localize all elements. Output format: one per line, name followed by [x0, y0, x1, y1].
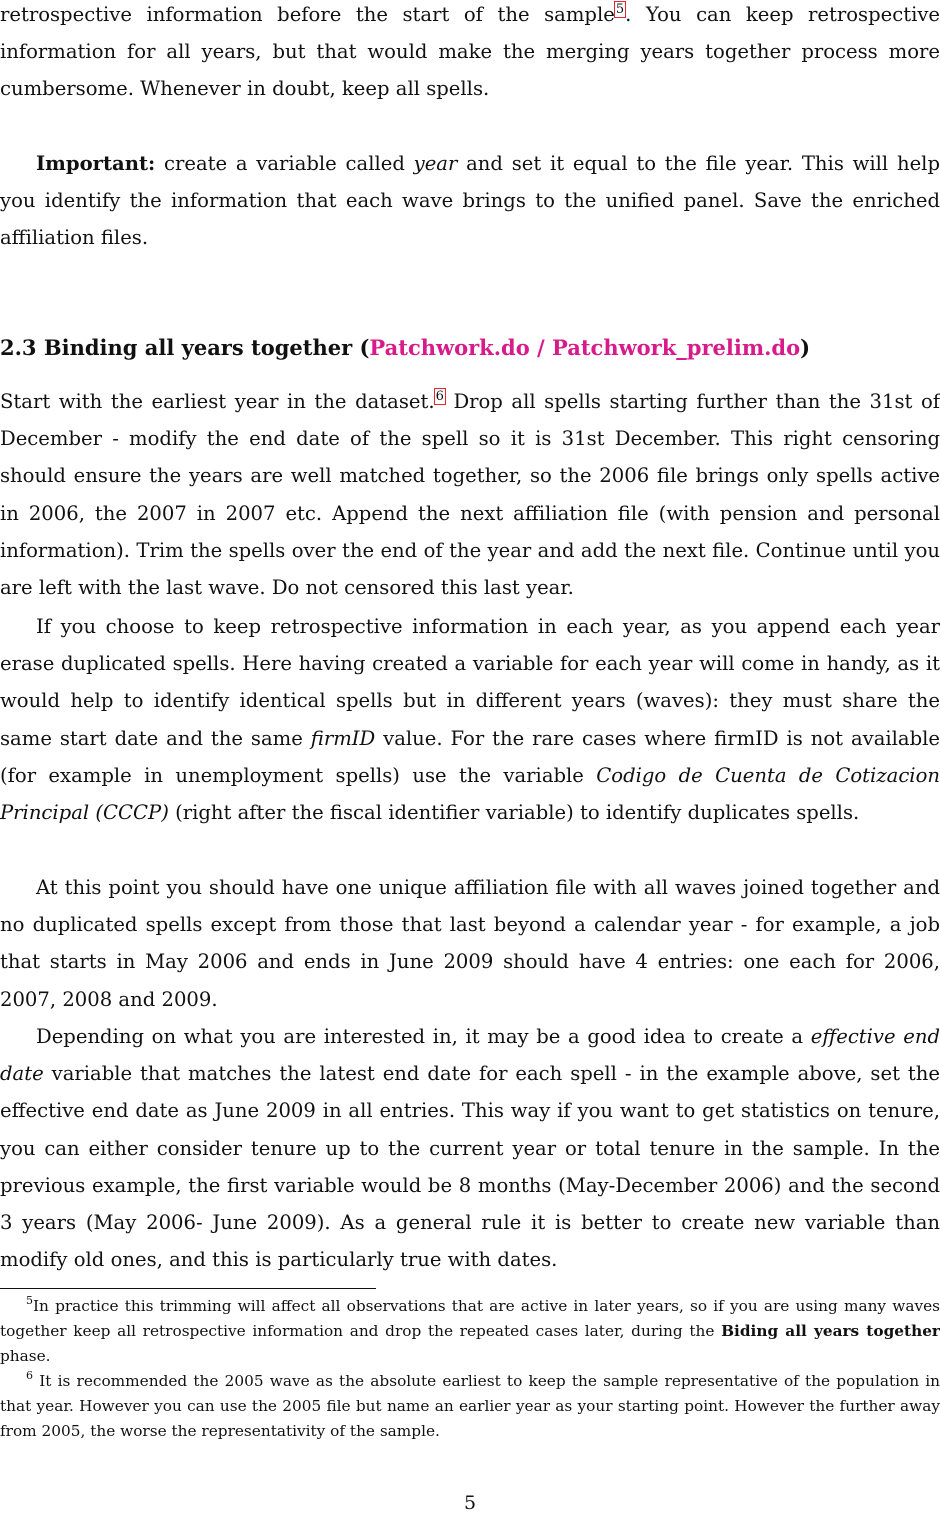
patchwork-do-link[interactable]: Patchwork.do	[369, 335, 530, 360]
footnote-6: $^6$ It is recommended the 2005 wave as the absolute earliest to keep the sample representative of the population in that year. However you can use the 2005 file but name an earlier year as your starting point. However the further away from 2005, the worse the representativity of the sample.	[0, 1369, 940, 1440]
paragraph-unique-file: At this point you should have one unique affiliation file with all waves joined together and no duplicated spells except from those that last beyond a calendar year - for example, a job that starts in May 2006 and ends in June 2009 should have 4 entries: one each for 2006, 2007, 2008 and 2009.	[0, 876, 940, 1011]
footnote-link-5[interactable]: 5	[615, 2, 625, 17]
footnote-5: $^5$In practice this trimming will affect all observations that are active in later years, so if you are using many waves together keep all retrospective information and drop the repeated cases later, during the Biding all years together phase.	[0, 1294, 940, 1365]
paragraph-binding-start: Start with the earliest year in the dataset.$^6$ Drop all spells starting further than the 31st of December - modify the end date of the spell so it is 31st December. This right censoring should ensure the years are well matched together, so the 2006 file brings only spells active in 2006, the 2007 in 2007 etc. Append the next affiliation file (with pension and personal information). Trim the spells over the end of the year and add the next file. Continue until you are left with the last wave. Do not censored this last year.	[0, 389, 940, 600]
patchwork-prelim-do-link[interactable]: Patchwork_prelim.do	[552, 335, 801, 360]
important-label: Important:	[36, 152, 156, 175]
page-number: 5	[463, 1492, 477, 1514]
paragraph-important: Important: create a variable called year and set it equal to the file year. This will help you identify the information that each wave brings to the unified panel. Save the enriched affiliation files.	[0, 152, 940, 250]
paragraph-retrospective: retrospective information before the start of the sample$^5$. You can keep retrospective information for all years, but that would make the merging years together process more cumbersome. Whenever in doubt, keep all spells.	[0, 2, 940, 101]
paragraph-duplicates: If you choose to keep retrospective information in each year, as you append each year erase duplicated spells. Here having created a variable for each year will come in handy, as it would help to identify identical spells but in different years (waves): they must share the same start date and the same firmID value. For the rare cases where firmID is not available (for example in unemployment spells) use the variable Codigo de Cuenta de Cotizacion Principal (CCCP) (right after the fiscal identifier variable) to identify duplicates spells.	[0, 615, 940, 825]
section-heading: 2.3 Binding all years together (Patchwork.do / Patchwork_prelim.do)	[0, 335, 811, 360]
footnote-link-6[interactable]: 6	[435, 389, 444, 404]
paragraph-effective-end-date: Depending on what you are interested in, it may be a good idea to create a effective end date variable that matches the latest end date for each spell - in the example above, set the effective end date as June 2009 in all entries. This way if you want to get statistics on tenure, you can either consider tenure up to the current year or total tenure in the sample. In the previous example, the first variable would be 8 months (May-December 2006) and the second 3 years (May 2006- June 2009). As a general rule it is better to create new variable than modify old ones, and this is particularly true with dates.	[0, 1025, 940, 1272]
footnote-divider	[0, 1288, 376, 1289]
